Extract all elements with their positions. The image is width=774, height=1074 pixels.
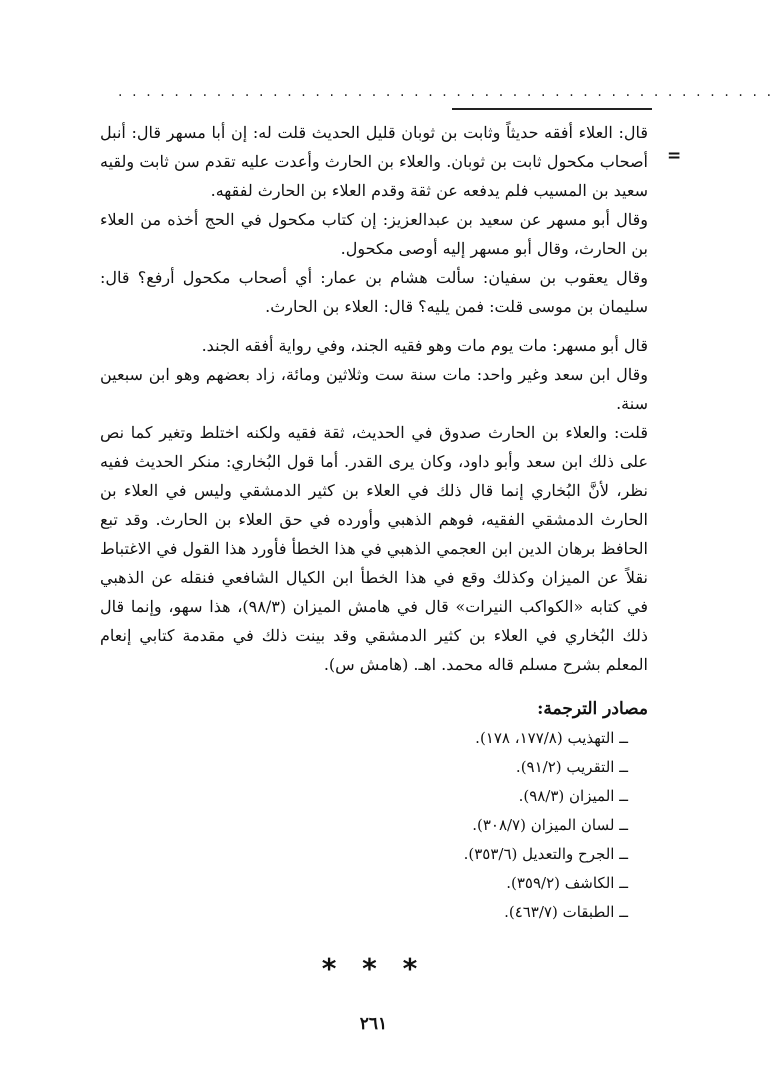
dotted-separator: . . . . . . . . . . . . . . . . . . . . . . . . . . . . . . . . . . . . . . . . . . . . . . . bbox=[118, 84, 774, 100]
footnote-body bbox=[100, 118, 648, 927]
sources-title: مصادر الترجمة: bbox=[537, 699, 648, 719]
sources-list bbox=[100, 724, 648, 927]
footnote-paragraph-1: قال: العلاء أفقه حديثاً وثابت بن ثوبان قليل الحديث قلت له: إن أبا مسهر قال: أنبل أصحاب مكحول ثابت بن ثوبان. والعلاء بن الحارث وأعدت عليه تقدم سن ثابت ولقيه سعيد بن المسيب فلم يدفعه عن ثقة وقدم العلاء بن الحارث لفقهه. bbox=[100, 123, 648, 200]
footnote-paragraph-4: قال أبو مسهر: مات يوم مات وهو فقيه الجند، وفي رواية أفقه الجند. bbox=[201, 336, 648, 355]
footnote-paragraph-6: قلت: والعلاء بن الحارث صدوق في الحديث، ثقة فقيه ولكنه اختلط وتغير كما نص على ذلك ابن سعد وأبو داود، وكان يرى القدر. أما قول البُخاري: منكر الحديث ففيه نظر، لأنَّ البُخاري إنما قال ذلك في العلاء بن كثير الدمشقي وليس في العلاء بن الحارث الدمشقي الفقيه، فوهم الذهبي وأورده في حق العلاء بن الحارث. وقد تبع الحافظ برهان الدين ابن العجمي الذهبي في هذا الخطأ فأورد هذا القول في الاغتباط نقلاً عن الميزان وكذلك وقع في هذا الخطأ ابن الكيال الشافعي فنقله عن الذهبي في كتابه «الكواكب النيرات» قال في هامش الميزان (٩٨/٣)، هذا سهو، وإنما قال ذلك البُخاري في العلاء بن كثير الدمشقي وقد بينت ذلك في مقدمة كتابي إنعام المعلم بشرح مسلم قاله محمد. اهـ. (هامش س). bbox=[100, 423, 648, 674]
footnote-paragraph-2: وقال أبو مسهر عن سعيد بن عبدالعزيز: إن كتاب مكحول في الحج أخذه من العلاء بن الحارث، وقال أبو مسهر إليه أوصى مكحول. bbox=[100, 210, 648, 258]
footnote-paragraph-5: وقال ابن سعد وغير واحد: مات سنة ست وثلاثين ومائة، زاد بعضهم وهو ابن سبعين سنة. bbox=[100, 365, 649, 413]
source-item: ــ التقريب (٩١/٢). bbox=[515, 758, 628, 776]
source-item: ــ الطبقات (٤٦٣/٧). bbox=[504, 903, 628, 921]
footnote-rule bbox=[452, 108, 652, 110]
source-item: ــ الجرح والتعديل (٣٥٣/٦). bbox=[463, 845, 628, 863]
source-item: ــ لسان الميزان (٣٠٨/٧). bbox=[472, 816, 628, 834]
page-number: ٢٦١ bbox=[359, 1014, 388, 1034]
source-item: ــ الميزان (٩٨/٣). bbox=[518, 787, 628, 805]
continuation-mark: = bbox=[667, 146, 682, 166]
source-item: ــ التهذيب (١٧٧/٨، ١٧٨). bbox=[475, 729, 628, 747]
section-separator: * * * bbox=[321, 952, 426, 985]
footnote-paragraph-3: وقال يعقوب بن سفيان: سألت هشام بن عمار: أي أصحاب مكحول أرفع؟ قال: سليمان بن موسى قلت: فمن يليه؟ قال: العلاء بن الحارث. bbox=[100, 268, 648, 316]
source-item: ــ الكاشف (٣٥٩/٢). bbox=[506, 874, 628, 892]
